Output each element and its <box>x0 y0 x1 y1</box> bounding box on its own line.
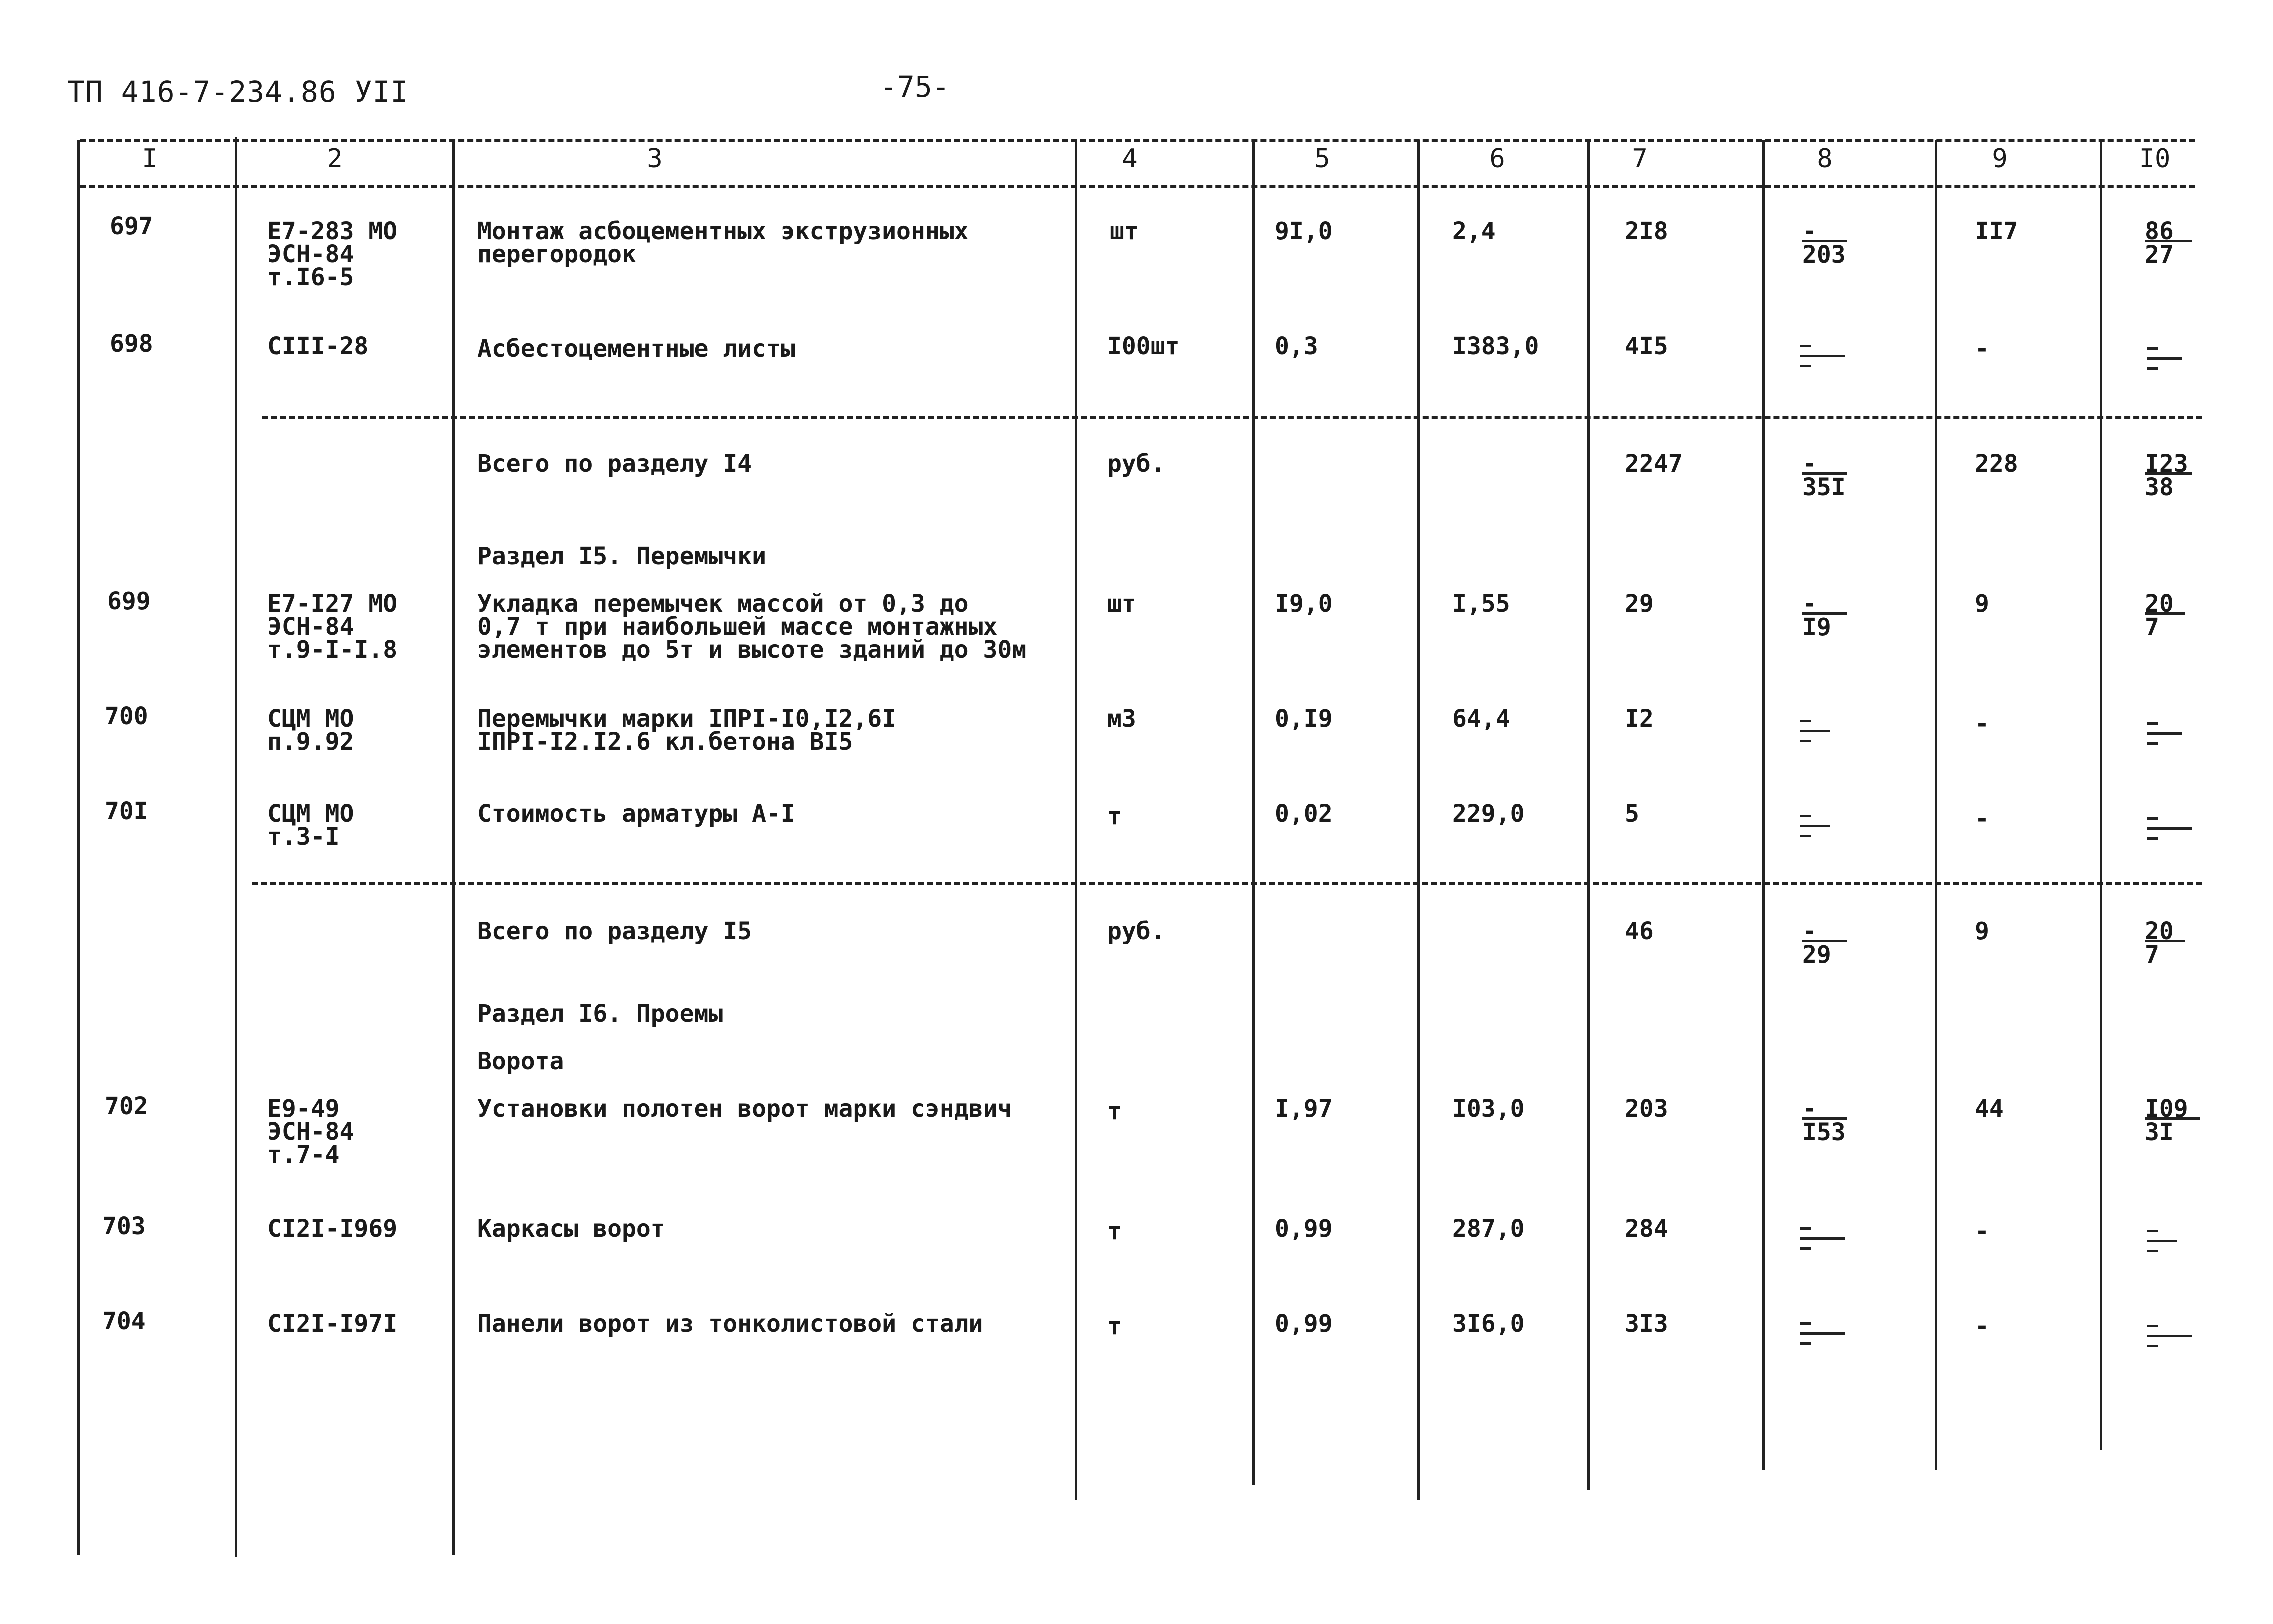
norm-code: Е9-49 ЭСН-84 т.7-4 <box>268 1095 354 1169</box>
work-name: Перемычки марки IПРI-I0,I2,6I IПРI-I2.I2.6 кл.бетона BI5 <box>478 705 897 756</box>
total-cost: 4I5 <box>1625 332 1668 360</box>
norm-code: СЦМ МО п.9.92 <box>268 705 354 756</box>
row-number: 699 <box>108 587 151 615</box>
norm-code: СIII-28 <box>268 332 369 360</box>
subtotal-label: Всего по разделу I4 <box>478 450 752 478</box>
unit-price: I383,0 <box>1452 332 1540 360</box>
unit-price: 2,4 <box>1452 217 1496 245</box>
work-name: Монтаж асбоцементных экструзионных перегородок <box>478 217 969 268</box>
col-header-1: I <box>142 144 158 174</box>
col10-fraction: $\frac{I09}{3I}$ <box>2145 1097 2200 1144</box>
col9-value: - <box>1975 1217 1990 1245</box>
col8-fraction: - 29 <box>1802 920 1848 966</box>
col10-fraction: $\frac{86}{27}$ <box>2145 220 2192 266</box>
row-number: 700 <box>105 702 148 730</box>
norm-code: СI2I-I969 <box>268 1215 398 1243</box>
work-name: Асбестоцементные листы <box>478 335 796 363</box>
work-name: Стоимость арматуры А-I <box>478 800 796 828</box>
section-heading: Раздел I6. Проемы <box>478 1000 724 1028</box>
col10-fraction: $\frac{20}{7}$ <box>2145 592 2185 639</box>
col-header-9: 9 <box>1992 144 2008 174</box>
norm-code: СI2I-I97I <box>268 1310 398 1338</box>
quantity: I,97 <box>1275 1095 1333 1123</box>
unit: т <box>1108 802 1122 830</box>
unit-price: 287,0 <box>1452 1215 1525 1243</box>
unit: т <box>1108 1312 1122 1340</box>
unit: I00шт <box>1108 332 1180 360</box>
col8-fraction: - 203 <box>1802 220 1848 266</box>
col-border <box>78 140 80 1555</box>
unit-price: I,55 <box>1452 590 1510 618</box>
quantity: 9I,0 <box>1275 217 1333 245</box>
quantity: I9,0 <box>1275 590 1333 618</box>
total-cost: 284 <box>1625 1215 1668 1243</box>
section-heading: Раздел I5. Перемычки <box>478 542 766 570</box>
quantity: 0,3 <box>1275 332 1318 360</box>
col10-ditto-mark <box>2148 347 2195 382</box>
unit: шт <box>1110 217 1139 245</box>
col-border <box>452 140 455 1555</box>
col-header-8: 8 <box>1817 144 1833 174</box>
col9-value: 9 <box>1975 590 1990 618</box>
work-name: Каркасы ворот <box>478 1215 666 1243</box>
unit-price: 3I6,0 <box>1452 1310 1525 1338</box>
subtotal-rule-15 <box>252 882 2202 885</box>
total-cost: 3I3 <box>1625 1310 1668 1338</box>
row-number: 702 <box>105 1092 148 1120</box>
col9-value: 228 <box>1975 450 2018 478</box>
unit: м3 <box>1108 705 1136 733</box>
col8-ditto-mark <box>1800 815 1848 850</box>
col-header-5: 5 <box>1314 144 1330 174</box>
norm-code: СЦМ МО т.3-I <box>268 800 354 851</box>
row-number: 698 <box>110 330 154 358</box>
unit-price: 229,0 <box>1452 800 1525 828</box>
col9-value: - <box>1975 710 1990 738</box>
col9-value: - <box>1975 1312 1990 1340</box>
quantity: 0,I9 <box>1275 705 1333 733</box>
total-cost: 29 <box>1625 590 1654 618</box>
col8-ditto-mark <box>1800 1322 1848 1357</box>
unit: руб. <box>1108 450 1166 478</box>
col10-fraction: $\frac{20}{7}$ <box>2145 920 2185 966</box>
col9-value: - <box>1975 335 1990 363</box>
total-cost: 2I8 <box>1625 217 1668 245</box>
col9-value: - <box>1975 805 1990 833</box>
col-border <box>1075 140 1078 1500</box>
col10-ditto-mark <box>2148 817 2195 852</box>
subtotal-rule-14 <box>262 416 2202 419</box>
col9-value: 44 <box>1975 1095 2004 1123</box>
total-cost: 2247 <box>1625 450 1683 478</box>
col-border <box>1418 140 1420 1500</box>
col8-ditto-mark <box>1800 720 1848 755</box>
row-number: 703 <box>102 1212 146 1240</box>
col10-ditto-mark <box>2148 1325 2195 1360</box>
work-name: Установки полотен ворот марки сэндвич <box>478 1095 1012 1123</box>
col8-fraction: - I53 <box>1802 1097 1848 1144</box>
unit: т <box>1108 1217 1122 1245</box>
col8-ditto-mark <box>1800 345 1848 380</box>
col-border <box>1252 140 1255 1485</box>
doc-code: ТП 416-7-234.86 УII <box>68 75 409 109</box>
col-header-7: 7 <box>1632 144 1648 174</box>
col-header-3: 3 <box>647 144 663 174</box>
col-border <box>1762 140 1765 1470</box>
col-header-10: I0 <box>2139 144 2171 174</box>
subsection-heading: Ворота <box>478 1047 564 1075</box>
quantity: 0,99 <box>1275 1215 1333 1243</box>
unit-price: I03,0 <box>1452 1095 1525 1123</box>
col-header-4: 4 <box>1122 144 1138 174</box>
col-border <box>2100 140 2102 1450</box>
work-name: Укладка перемычек массой от 0,3 до 0,7 т при наибольшей массе монтажных элементов до 5т и высоте зданий до 30м <box>478 590 1027 664</box>
col8-fraction: - 35I <box>1802 452 1848 499</box>
unit: руб. <box>1108 917 1166 945</box>
col10-ditto-mark <box>2148 1230 2195 1265</box>
unit-price: 64,4 <box>1452 705 1510 733</box>
total-cost: 5 <box>1625 800 1640 828</box>
page-number: -75- <box>880 70 950 104</box>
col9-value: 9 <box>1975 917 1990 945</box>
col-header-2: 2 <box>327 144 343 174</box>
unit: шт <box>1108 590 1136 618</box>
subtotal-label: Всего по разделу I5 <box>478 917 752 945</box>
work-name: Панели ворот из тонколистовой стали <box>478 1310 984 1338</box>
total-cost: I2 <box>1625 705 1654 733</box>
row-number: 704 <box>102 1307 146 1335</box>
col-border <box>1588 140 1590 1490</box>
col10-ditto-mark <box>2148 722 2195 757</box>
col-header-6: 6 <box>1490 144 1506 174</box>
total-cost: 46 <box>1625 917 1654 945</box>
col8-fraction: - I9 <box>1802 592 1848 639</box>
quantity: 0,99 <box>1275 1310 1333 1338</box>
unit: т <box>1108 1097 1122 1125</box>
header-bottom-rule <box>80 185 2195 188</box>
col9-value: II7 <box>1975 217 2018 245</box>
row-number: 70I <box>105 797 148 825</box>
quantity: 0,02 <box>1275 800 1333 828</box>
norm-code: Е7-I27 МО ЭСН-84 т.9-I-I.8 <box>268 590 398 664</box>
col-border <box>1935 140 1938 1470</box>
col-border <box>235 137 238 1557</box>
col10-fraction: $\frac{I23}{38}$ <box>2145 452 2192 499</box>
col8-ditto-mark <box>1800 1227 1848 1262</box>
norm-code: Е7-283 МО ЭСН-84 т.I6-5 <box>268 217 398 291</box>
row-number: 697 <box>110 212 154 240</box>
total-cost: 203 <box>1625 1095 1668 1123</box>
header-top-rule <box>80 139 2195 142</box>
